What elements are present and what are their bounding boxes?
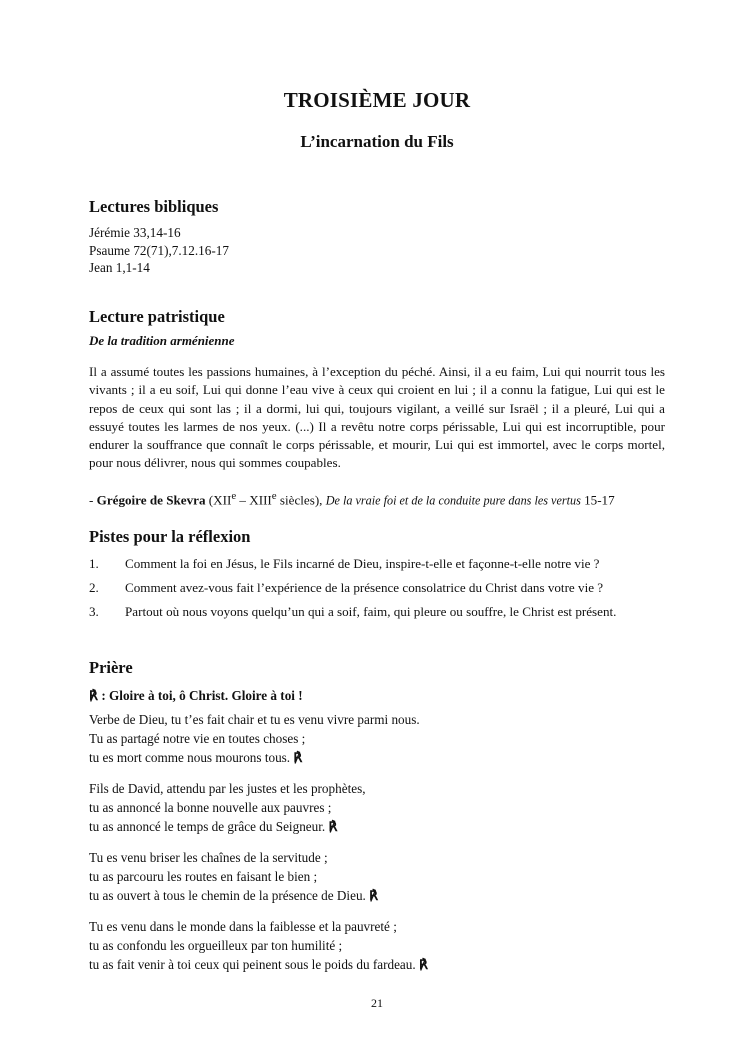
reading-item: Jérémie 33,14-16 [89,225,181,240]
stanza-line: tu as annoncé la bonne nouvelle aux pauvres ; [89,800,332,815]
reflection-number: 2. [89,580,99,595]
citation-dash: – XIII [236,492,272,508]
reflection-text: Comment la foi en Jésus, le Fils incarné de Dieu, inspire-t-elle et façonne-t-elle notre vie ? [125,556,600,571]
citation-centuries: (XII [205,492,232,508]
citation-prefix: - [89,492,97,508]
prayer-response [89,688,303,704]
citation-work: De la vraie foi et de la conduite pure dans les vertus [325,493,581,508]
page-title: TROISIÈME JOUR [283,88,471,112]
reflection-number: 1. [89,556,99,571]
patristic-source: De la tradition arménienne [89,333,235,348]
stanza-line: tu as ouvert à tous le chemin de la présence de Dieu. [89,888,366,903]
stanza-line: Tu es venu briser les chaînes de la servitude ; [89,850,328,865]
response-symbol: ℟ [293,750,303,765]
citation-sup: e [271,490,277,502]
prayer-heading: Prière [89,658,133,677]
page-subtitle: L’incarnation du Fils [300,132,454,151]
reflection-text: Comment avez-vous fait l’expérience de la présence consolatrice du Christ dans votre vie ? [125,580,604,595]
stanza-line: tu as confondu les orgueilleux par ton humilité ; [89,938,343,953]
stanza-line: tu as parcouru les routes en faisant le bien ; [89,869,318,884]
reading-item: Psaume 72(71),7.12.16-17 [89,242,229,258]
reflection-item [89,604,665,620]
response-text: : Gloire à toi, ô Christ. Gloire à toi ! [98,688,303,703]
citation-author: Grégoire de Skevra [96,492,206,508]
stanza-line: Fils de David, attendu par les justes et les prophètes, [89,781,366,796]
patristic-citation [89,490,665,508]
stanza-line: tu as annoncé le temps de grâce du Seigneur. [89,819,326,834]
response-symbol: ℟ [89,688,99,703]
citation-sup: e [231,490,237,502]
prayer-stanza [89,917,665,974]
prayer-stanza [89,848,665,905]
patristic-text: Il a assumé toutes les passions humaines, à l’exception du péché. Ainsi, il a eu faim, Lui qui nourrit tous les vivants ; il a eu soif, Lui qui donne l’eau vive à ceux qui croient en lui ; il a connu la fatigue, Lui qui est le repos de ceux qui sont las ; il a dormi, lui qui, toujours vigilant, a veillé sur Israël ; il a pleuré, Lui qui a essuyé toutes les larmes de nos yeux. (...) Il a revêtu notre corps périssable, Lui qui est incorruptible, pour endurer la souffrance que connaît le corps périssable, et mourir, Lui qui est immortel, avec le corps mortel, pour nous délivrer, nous qui sommes coupables. [89,364,665,471]
stanza-line: tu es mort comme nous mourons tous. [89,750,291,765]
response-symbol: ℟ [418,957,428,972]
reflection-item [89,556,665,572]
prayer-stanza [89,779,665,836]
reflection-item [89,580,665,596]
readings-list [89,224,665,277]
response-symbol: ℟ [328,819,338,834]
readings-heading: Lectures bibliques [89,197,219,216]
reading-item: Jean 1,1-14 [89,260,150,275]
citation-after: siècles), [276,492,326,508]
reflection-number: 3. [89,604,99,619]
reflection-heading: Pistes pour la réflexion [89,527,251,546]
response-symbol: ℟ [369,888,379,903]
stanza-line: tu as fait venir à toi ceux qui peinent sous le poids du fardeau. [89,957,416,972]
page-number: 21 [371,996,383,1010]
stanza-line: Verbe de Dieu, tu t’es fait chair et tu es venu vivre parmi nous. [89,712,420,727]
stanza-line: Tu as partagé notre vie en toutes choses ; [89,731,306,746]
patristic-heading: Lecture patristique [89,307,225,326]
reflection-text: Partout où nous voyons quelqu’un qui a soif, faim, qui pleure ou souffre, le Christ est présent. [125,604,617,619]
prayer-stanza [89,710,665,767]
stanza-line: Tu es venu dans le monde dans la faiblesse et la pauvreté ; [89,919,397,934]
citation-pages: 15-17 [580,492,615,508]
